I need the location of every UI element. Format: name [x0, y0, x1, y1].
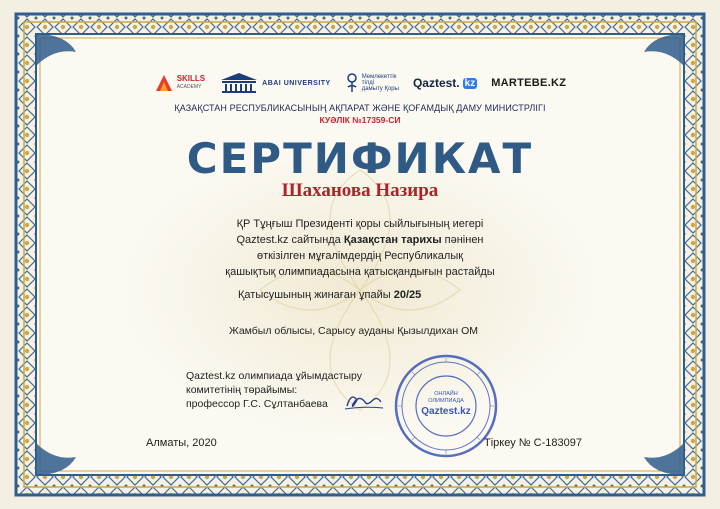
qaztest-logo-text: Qaztest. — [412, 76, 460, 90]
recipient-name: Шаханова Назира — [281, 180, 439, 201]
stamp-brand: Qaztest.kz — [421, 406, 471, 417]
martebe-logo — [491, 77, 566, 89]
skills-academy-logo — [154, 73, 205, 93]
score-label: Қатысушының жинаған ұпайы — [238, 289, 394, 301]
ministry-name: ҚАЗАҚСТАН РЕСПУБЛИКАСЫНЫҢ АҚПАРАТ ЖӘНЕ ҚОҒАМДЫҚ ДАМУ МИНИСТРЛІГІ — [174, 103, 546, 113]
language-fund-icon — [345, 72, 359, 94]
chair-signature — [343, 390, 385, 412]
martebe-logo-text: MARTEBE.KZ — [491, 77, 567, 89]
abai-logo-text: ABAI UNIVERSITY — [262, 79, 331, 87]
qaztest-logo — [413, 76, 477, 90]
body-line-3: өткізілген мұғалімдердің Республикалық — [256, 250, 464, 262]
body-line-1: ҚР Тұңғыш Президенті қоры сыйлығының иегері — [236, 218, 484, 230]
score-value: 20/25 — [393, 289, 422, 301]
city-year: Алматы, 2020 — [146, 437, 217, 449]
certificate-body — [0, 216, 720, 280]
certificate-title: СЕРТИФИКАТ — [186, 134, 534, 183]
fund-logo-line1: Мемлекеттік — [361, 74, 397, 80]
committee-line-3: профессор Г.С. Сұлтанбаева — [186, 398, 328, 410]
fund-logo-line2: тілді — [361, 80, 375, 86]
score-line — [238, 289, 421, 301]
fund-logo-line3: дамыту Қоры — [361, 86, 399, 92]
body-line-2 — [0, 232, 720, 248]
partner-logos — [0, 70, 720, 96]
qaztest-logo-kz: kz — [464, 77, 476, 89]
stamp-line-2: ОЛИМПИАДА — [428, 398, 464, 404]
language-fund-logo — [345, 72, 399, 94]
committee-line-2: комитетінің төрайымы: — [186, 384, 298, 396]
subject-name: Қазақстан тарихы — [343, 234, 442, 246]
abai-university-logo — [219, 72, 331, 94]
university-building-icon — [219, 72, 259, 94]
skills-academy-icon — [154, 73, 174, 93]
skills-logo-subtext: ACADEMY — [176, 84, 202, 90]
stamp-line-1: ОНЛАЙН — [434, 391, 458, 397]
school-location: Жамбыл облысы, Сарысу ауданы Қызылдихан ОМ — [229, 325, 478, 337]
committee-chair — [186, 369, 362, 411]
skills-logo-text: SKILLS — [176, 74, 206, 83]
committee-line-1: Qaztest.kz олимпиада ұйымдастыру — [186, 370, 363, 382]
registration-number: Тіркеу № С-183097 — [484, 437, 582, 449]
body-line-2-end: пәнінен — [441, 234, 484, 246]
body-line-2-start: Qaztest.kz сайтында — [236, 234, 344, 246]
license-number: КУӘЛІК №17359-СИ — [319, 115, 401, 125]
body-line-4: қашықтық олимпиадасына қатысқандығын растайды — [225, 266, 495, 278]
